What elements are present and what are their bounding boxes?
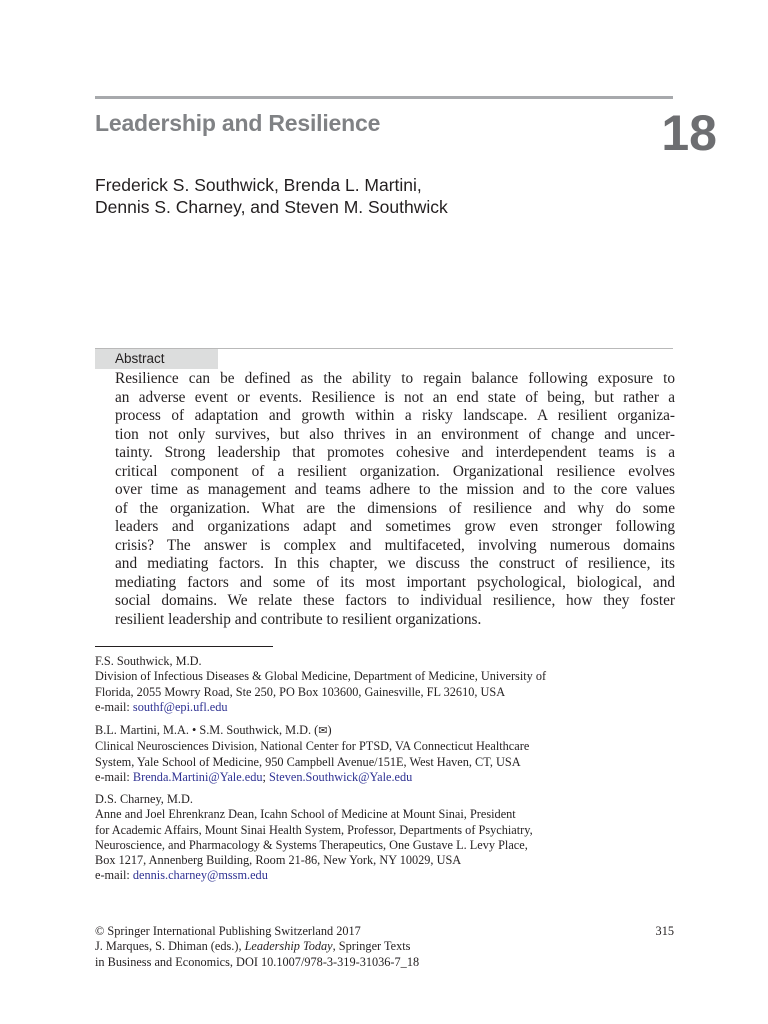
affiliation-line: Neuroscience, and Pharmacology & Systems Therapeutics, One Gustave L. Levy Place, xyxy=(95,837,528,852)
abstract-label: Abstract xyxy=(95,349,218,369)
affiliation-email-line xyxy=(95,868,655,883)
email-separator: ; xyxy=(262,769,270,784)
email-label: e-mail: xyxy=(95,769,133,784)
abstract-line: and mediating factors. In this chapter, we discuss the construct of resilience, its xyxy=(115,555,675,572)
page-number: 315 xyxy=(655,924,674,938)
affiliation-line: Box 1217, Annenberg Building, Room 21-86, New York, NY 10029, USA xyxy=(95,853,462,868)
abstract-line: resilient leadership and contribute to resilient organizations. xyxy=(115,610,482,628)
copyright: © Springer International Publishing Switzerland 2017 xyxy=(95,924,361,938)
chapter-title: Leadership and Resilience xyxy=(95,110,381,136)
citation-line xyxy=(95,939,655,954)
affiliation-name: F.S. Southwick, M.D. xyxy=(95,654,202,668)
affiliation-line: Anne and Joel Ehrenkranz Dean, Icahn School of Medicine at Mount Sinai, President xyxy=(95,807,516,822)
citation-book-title: Leadership Today xyxy=(244,939,333,954)
author-list xyxy=(95,174,675,218)
abstract-line: process of adaptation and growth within a risky landscape. A resilient organiza- xyxy=(115,407,675,424)
abstract-line: over time as management and teams adhere to the mission and to the core values xyxy=(115,481,675,498)
author-line: Frederick S. Southwick, Brenda L. Martini, xyxy=(95,175,422,195)
email-link[interactable]: Steven.Southwick@Yale.edu xyxy=(269,769,413,784)
abstract-line: social domains. We relate these factors to individual resilience, how they foster xyxy=(115,592,675,609)
affiliation-email-line xyxy=(95,770,655,785)
affiliation-southwick-f xyxy=(95,654,655,715)
affiliation-email-line xyxy=(95,700,655,715)
abstract-body xyxy=(115,370,675,629)
affiliation-line: for Academic Affairs, Mount Sinai Health System, Professor, Departments of Psychiatry, xyxy=(95,822,533,837)
abstract-line: crisis? The answer is complex and multifaceted, involving numerous domains xyxy=(115,536,675,554)
citation-line: in Business and Economics, DOI 10.1007/978-3-319-31036-7_18 xyxy=(95,954,420,969)
affiliation-charney xyxy=(95,792,655,884)
abstract-line: an adverse event or events. Resilience is not an end state of being, but rather a xyxy=(115,388,675,406)
email-link[interactable]: southf@epi.ufl.edu xyxy=(132,699,228,714)
affiliation-line: Clinical Neurosciences Division, National Center for PTSD, VA Connecticut Healthcare xyxy=(95,739,530,754)
affiliation-line: System, Yale School of Medicine, 950 Campbell Avenue/151E, West Haven, CT, USA xyxy=(95,754,521,769)
email-link[interactable]: dennis.charney@mssm.edu xyxy=(132,868,268,883)
affiliation-name: D.S. Charney, M.D. xyxy=(95,792,193,806)
citation-suffix: , Springer Texts xyxy=(332,939,411,954)
author-line: Dennis S. Charney, and Steven M. Southwick xyxy=(95,197,448,217)
abstract-line: Resilience can be defined as the ability to regain balance following exposure to xyxy=(115,370,675,387)
affiliation-name xyxy=(95,723,655,739)
affiliation-martini-southwick-s xyxy=(95,723,655,785)
abstract-line: leaders and organizations adapt and sometimes grow even stronger following xyxy=(115,518,675,535)
abstract-line: critical component of a resilient organization. Organizational resilience evolves xyxy=(115,462,675,480)
email-label: e-mail: xyxy=(95,699,133,714)
abstract-line: tion not only survives, but also thrives in an environment of change and uncer- xyxy=(115,425,675,443)
chapter-number: 18 xyxy=(661,105,717,161)
email-label: e-mail: xyxy=(95,868,133,883)
email-link[interactable]: Brenda.Martini@Yale.edu xyxy=(132,769,263,784)
affiliation-name-text: B.L. Martini, M.A. • S.M. Southwick, M.D. ( xyxy=(95,723,319,737)
footnote-rule xyxy=(95,646,273,647)
envelope-icon: ✉ xyxy=(318,725,328,737)
citation-prefix: J. Marques, S. Dhiman (eds.), xyxy=(95,939,245,954)
abstract-line: mediating factors and some of its most important psychological, biological, and xyxy=(115,573,675,591)
abstract-line: tainty. Strong leadership that promotes cohesive and interdependent teams is a xyxy=(115,444,675,461)
affiliation-line: Division of Infectious Diseases & Global Medicine, Department of Medicine, University of xyxy=(95,669,547,684)
publication-footer xyxy=(95,924,655,970)
affiliation-name-suffix: ) xyxy=(327,723,332,737)
abstract-line: of the organization. What are the dimensions of resilience and why do some xyxy=(115,499,675,517)
affiliation-line: Florida, 2055 Mowry Road, Ste 250, PO Box 103600, Gainesville, FL 32610, USA xyxy=(95,684,506,699)
chapter-top-rule xyxy=(95,96,673,99)
